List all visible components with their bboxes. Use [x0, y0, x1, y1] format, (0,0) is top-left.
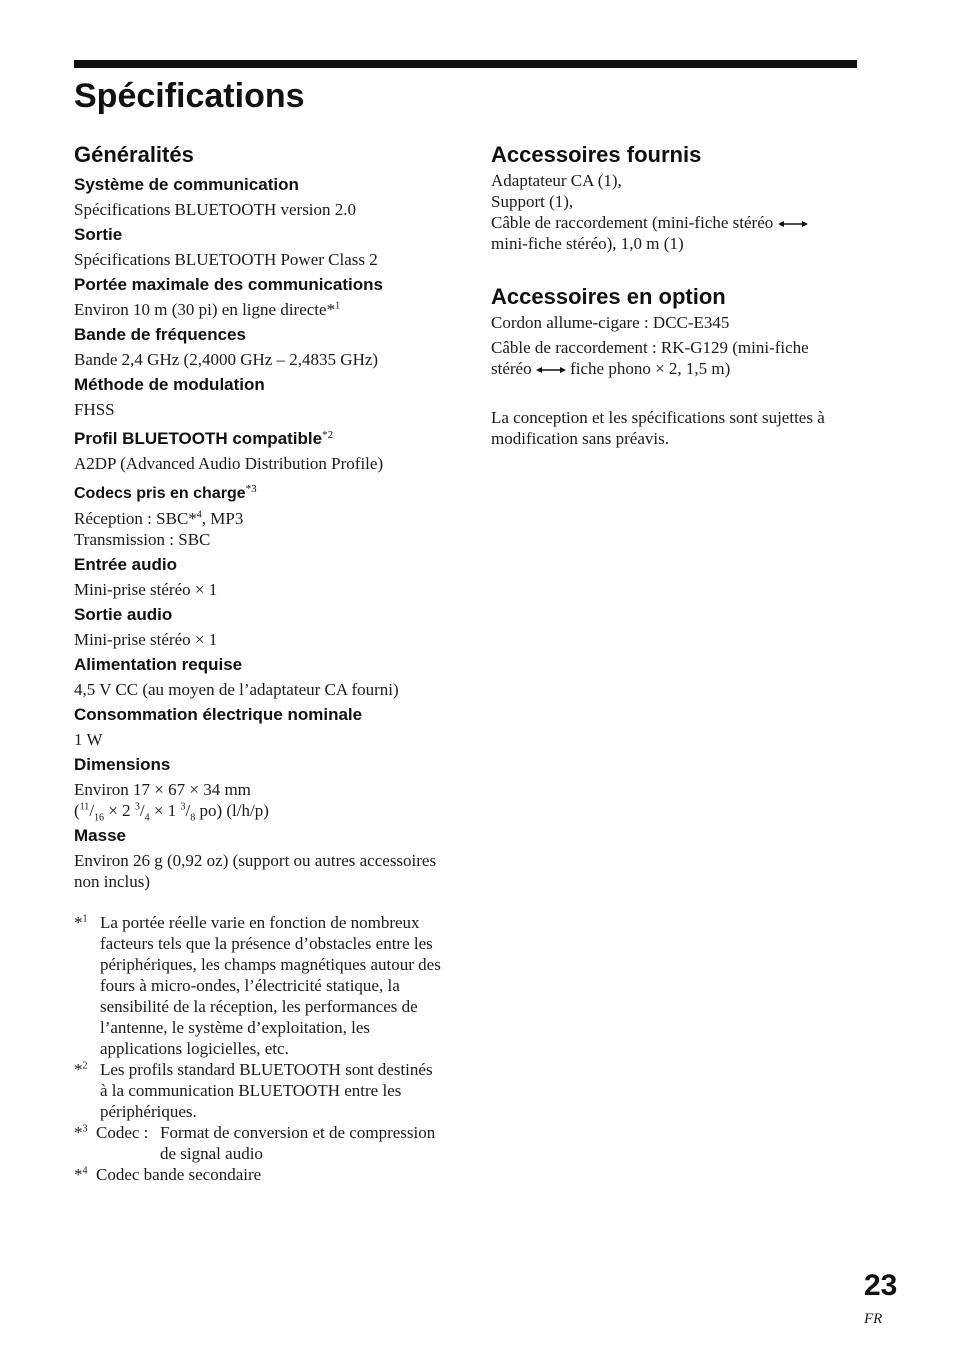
footnote-1-mark	[74, 912, 88, 933]
dim-a-den: 16	[94, 812, 105, 824]
comm-system-value: Spécifications BLUETOOTH version 2.0	[74, 200, 357, 219]
mass-label: Masse	[74, 826, 126, 845]
footnote-3-num: 3	[82, 1123, 88, 1135]
codecs-label	[74, 478, 444, 505]
general-heading: Généralités	[74, 142, 194, 167]
range-footnote-ref: 1	[335, 300, 341, 312]
footnote-2-num: 2	[82, 1060, 88, 1072]
freq-label: Bande de fréquences	[74, 325, 246, 344]
power-label: Alimentation requise	[74, 655, 243, 674]
dim-b-slash: /	[139, 801, 145, 820]
dim-a-num: 11	[79, 801, 90, 813]
range-value	[74, 299, 444, 320]
range-text: Environ 10 m (30 pi) en ligne directe*	[74, 300, 336, 319]
dim-c-slash: /	[185, 801, 191, 820]
reception-footnote-ref: 4	[196, 509, 202, 521]
footnote-4-text: Codec bande secondaire	[96, 1165, 262, 1184]
mass-value: Environ 26 g (0,92 oz) (support ou autres accessoires non inclus)	[74, 851, 437, 891]
consumption-label: Consommation électrique nominale	[74, 705, 363, 724]
title-rule	[74, 60, 857, 68]
page-title: Spécifications	[74, 77, 305, 115]
audio-in-label: Entrée audio	[74, 555, 177, 574]
dim-c-den: 8	[190, 812, 196, 824]
double-arrow-icon	[778, 219, 808, 229]
footnote-4	[74, 1164, 444, 1185]
footnote-4-star: *	[74, 1165, 83, 1184]
modulation-label: Méthode de modulation	[74, 375, 265, 394]
codecs-footnote-ref: *3	[245, 483, 257, 495]
accessory-cable-cont: mini-fiche stéréo), 1,0 m (1)	[491, 234, 684, 253]
footnote-3-text: Format de conversion et de compression de signal audio	[160, 1123, 436, 1163]
output-value: Spécifications BLUETOOTH Power Class 2	[74, 250, 378, 269]
profile-label	[74, 424, 444, 450]
accessories-heading: Accessoires fournis	[491, 142, 702, 167]
audio-out-value: Mini-prise stéréo × 1	[74, 630, 218, 649]
general-specs-column	[74, 140, 444, 1185]
dim-paren: (	[74, 801, 80, 820]
footnote-3-mark	[74, 1122, 96, 1164]
footnote-2-star: *	[74, 1060, 83, 1079]
dim-p3: po) (l/h/p)	[195, 801, 269, 820]
footnote-1-text: La portée réelle varie en fonction de nombreux facteurs tels que la présence d’obstacles entre les périphériques, les champs magnétiques autour des fours à micro-ondes, l’électricité statique, la sensibilité de la réception, les performances de l’antenne, le système d’exploitation, les applications logicielles, etc.	[100, 913, 441, 1058]
option-cable-text-c: fiche phono × 2, 1,5 m)	[570, 359, 731, 378]
footnote-1	[74, 912, 444, 1059]
modulation-value: FHSS	[74, 400, 115, 419]
dim-p1: × 2	[104, 801, 135, 820]
option-cable-cont	[491, 358, 863, 379]
profile-label-text: Profil BLUETOOTH compatible	[74, 429, 323, 448]
profile-value: A2DP (Advanced Audio Distribution Profile)	[74, 454, 384, 473]
audio-out-label: Sortie audio	[74, 605, 173, 624]
options-heading: Accessoires en option	[491, 284, 726, 309]
consumption-value: 1 W	[74, 730, 103, 749]
accessory-adapter: Adaptateur CA (1),	[491, 171, 622, 190]
accessories-column	[491, 140, 863, 449]
accessory-support: Support (1),	[491, 192, 574, 211]
footnote-2-mark	[74, 1059, 88, 1080]
dimensions-label: Dimensions	[74, 755, 171, 774]
footnote-1-star: *	[74, 913, 83, 932]
codecs-reception	[74, 508, 444, 529]
comm-system-label: Système de communication	[74, 175, 299, 194]
range-label: Portée maximale des communications	[74, 275, 383, 294]
dim-c-num: 3	[180, 801, 186, 813]
accessory-cable	[491, 212, 863, 233]
footnote-1-num: 1	[82, 913, 88, 925]
option-cable-text-b: stéréo	[491, 359, 532, 378]
option-cigarette-cord: Cordon allume-cigare : DCC-E345	[491, 313, 730, 332]
footnote-3-star: *	[74, 1123, 83, 1142]
page-number: 23	[864, 1269, 898, 1302]
footnote-3	[74, 1122, 444, 1164]
codecs-label-text: Codecs pris en charge	[74, 485, 246, 502]
notice-text: La conception et les spécifications sont sujettes à modification sans préavis.	[491, 408, 825, 448]
profile-footnote-ref: *2	[322, 429, 334, 441]
footnote-3-codec: Codec :	[96, 1123, 149, 1142]
accessory-cable-text-a: Câble de raccordement (mini-fiche stéréo	[491, 213, 774, 232]
codecs-transmission: Transmission : SBC	[74, 530, 211, 549]
double-arrow-icon	[536, 365, 566, 375]
freq-value: Bande 2,4 GHz (2,4000 GHz – 2,4835 GHz)	[74, 350, 379, 369]
footnote-2-text: Les profils standard BLUETOOTH sont destinés à la communication BLUETOOTH entre les périphériques.	[100, 1060, 433, 1121]
dimensions-value: Environ 17 × 67 × 34 mm	[74, 780, 251, 799]
dim-b-den: 4	[144, 812, 150, 824]
reception-text-b: , MP3	[201, 509, 244, 528]
reception-text-a: Réception : SBC*	[74, 509, 197, 528]
footnote-2	[74, 1059, 444, 1122]
option-cable: Câble de raccordement : RK-G129 (mini-fiche	[491, 338, 809, 357]
dim-b-num: 3	[134, 801, 140, 813]
audio-in-value: Mini-prise stéréo × 1	[74, 580, 218, 599]
power-value: 4,5 V CC (au moyen de l’adaptateur CA fourni)	[74, 680, 399, 699]
language-code: FR	[864, 1311, 883, 1327]
footnotes	[74, 912, 444, 1185]
dimensions-imperial	[74, 800, 444, 824]
dim-a-slash: /	[89, 801, 95, 820]
footnote-4-num: 4	[82, 1165, 88, 1177]
dim-p2: × 1	[149, 801, 181, 820]
footnote-4-mark	[74, 1164, 96, 1185]
output-label: Sortie	[74, 225, 123, 244]
